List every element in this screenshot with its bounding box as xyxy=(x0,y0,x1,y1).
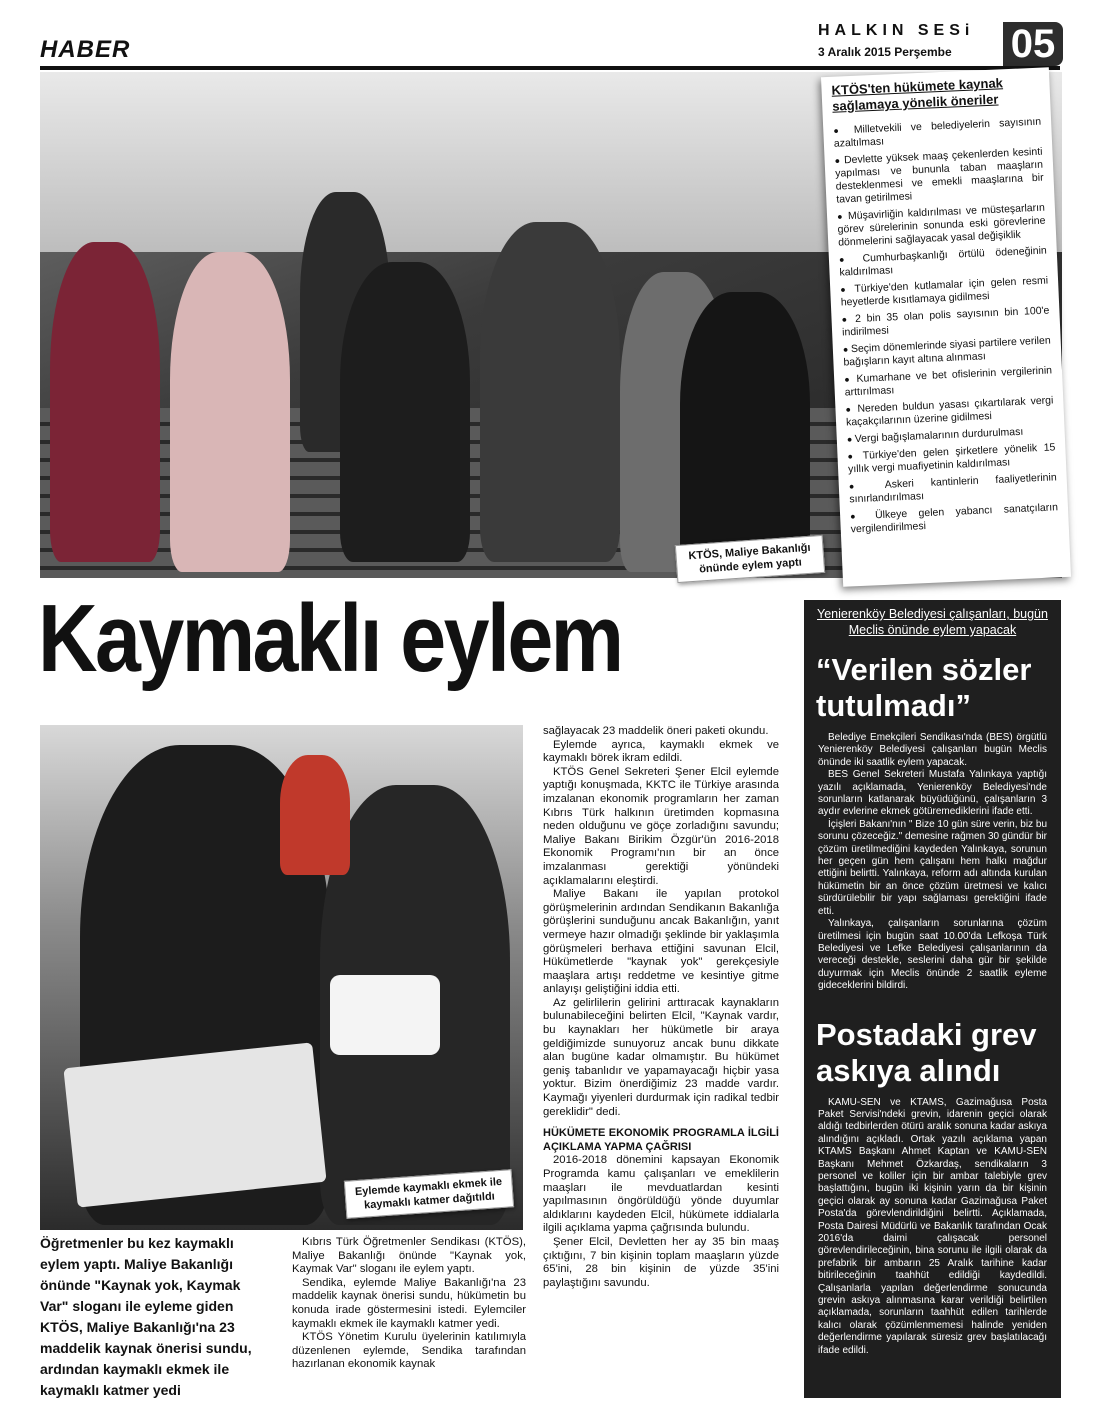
paragraph: Eylemde ayrıca, kaymaklı ekmek ve kaymaklı börek ikram edildi. xyxy=(543,738,779,765)
proposals-title: KTÖS'ten hükümete kaynak sağlamaya yönelik öneriler xyxy=(831,75,1004,114)
article-column-2 xyxy=(543,725,779,1290)
food-photo xyxy=(40,725,523,1230)
food-photo-caption: Eylemde kaymaklı ekmek ile kaymaklı katmer dağıtıldı xyxy=(344,1169,514,1219)
list-item: ● Türkiye'den gelen şirketlere yönelik 15 yıllık vergi muafiyetinin kaldırılması xyxy=(847,441,1056,476)
list-item: ● Cumhurbaşkanlığı örtülü ödeneğinin kaldırılması xyxy=(839,245,1048,280)
proposals-list xyxy=(823,115,1069,537)
paragraph: İçişleri Bakanı'nın " Bize 10 gün süre verin, biz bu sorunu çözeceğiz." demesine rağmen 30 gündür bir çözüm üretilmediğini kaydeden Yalınkaya, sorunun her geçen gün hem çalışanı hem halkı mağdur ettiğini belirtti. Yalınkaya, reform adı altında kurulan hükümetin bir an önce çözüm üretmesi ve kalıcı sürdürülebilir bir yapı sağlaması gerektiğini ifade etti. xyxy=(818,818,1047,917)
list-item: ● Seçim dönemlerinde siyasi partilere verilen bağışların kayıt altına alınması xyxy=(843,334,1052,369)
paragraph: KTÖS Genel Sekreteri Şener Elcil eylemde yaptığı konuşmada, KKTC ile Türkiye arasında imzalanan ekonomik programların her zaman Kıbrıs Türk halkının üretimden kopmasına neden olduğunu ve göçe zorladığını savundu; Maliye Bakanı Birikim Özgür'ün 2016-2018 Ekonomik Programı'nın bir an önce imzalanması gerektiği yönündeki açıklamalarını eleştirdi. xyxy=(543,765,779,887)
list-item: ● 2 bin 35 olan polis sayısının bin 100'e indirilmesi xyxy=(841,304,1050,339)
article-subheading: HÜKÜMETE EKONOMİK PROGRAMLA İLGİLİ AÇIKLAMA YAPMA ÇAĞRISI xyxy=(543,1127,779,1153)
page-number: 05 xyxy=(1003,22,1063,66)
news-sidebar xyxy=(804,600,1061,1398)
paragraph: Az gelirlilerin gelirini arttıracak kaynakların bulunabileceğini belirten Elcil, "Kaynak vardır, bu kaynakları her hükümetle bir araya geldiğimizde sunuyoruz ancak bunu dikkate alan bugüne kadar olmamıştır. Bu hükümet geniş tabanlıdır ve yapamayacağı hiçbir yasa yoktur. Bizim önerdiğimiz 23 madde vardır. Kaymağı yiyenleri durdurmak için radikal tedbir gereklidir" dedi. xyxy=(543,996,779,1118)
list-item: ● Türkiye'den kutlamalar için gelen resmi heyetlerde kısıtlamaya gidilmesi xyxy=(840,275,1049,310)
paragraph: 2016-2018 dönemini kapsayan Ekonomik Programda kamu çalışanları ve emeklilerin maaşları ile mevduatlardan kesinti yapılmasının öngörüldüğü yönde duyumlar aldıklarını kaydeden Elcil, hükümete iddialarla ilgili açıklama yapma çağrısında bulundu. xyxy=(543,1154,779,1235)
list-item: ● Nereden buldun yasası çıkartılarak vergi kaçakçılarının üzerine gidilmesi xyxy=(845,394,1054,429)
list-item: ● Askeri kantinlerin faaliyetlerinin sınırlandırılması xyxy=(849,471,1058,506)
list-item: ● Milletvekili ve belediyelerin sayısının azaltılması xyxy=(833,116,1042,151)
paragraph: Kıbrıs Türk Öğretmenler Sendikası (KTÖS), Maliye Bakanlığı önünde "Kaynak yok, Kaymak Var" sloganı ile eylem yaptı. xyxy=(292,1236,526,1276)
photo-summary: Öğretmenler bu kez kaymaklı eylem yaptı. Maliye Bakanlığı önünde "Kaynak yok, Kaymak Var" sloganı ile eyleme giden KTÖS, Maliye Bakanlığı'na 23 maddelik kaynak önerisi sundu, ardından kaymaklı ekmek ile kaymaklı katmer yedi xyxy=(40,1235,252,1398)
sidebar-headline-1: “Verilen sözler tutulmadı” xyxy=(816,652,1032,723)
sidebar-story-1 xyxy=(818,732,1047,993)
paragraph: KAMU-SEN ve KTAMS, Gazimağusa Posta Paket Servisi'ndeki grevin, idarenin geçici olarak aldığı tedbirlerden ötürü aralık sonuna kadar askıya alındığını açıkladı. Ortak yazılı açıklama yapan KTAMS Başkanı Ahmet Kaptan ve KAMU-SEN Başkanı Mehmet Özkardaş, sendikaların 3 personel ve koliler için bir ambar talebiyle grev başlattığını, bugün iki kişinin yarın da bir kişinin geçici olarak ay sonuna kadar Gazimağusa Paket Posta'da görevlendirildiğini belirtti. Açıklamada, Posta Dairesi Müdürlü ve Bakanlık tarafından Ocak 2016'da daimi çalışacak personel görevlendirileceğinin, bina sorunu ile ilgili olarak da prefabrik bir ambarın 25 Aralık tarihine kadar bitirileceğinin taahhüt edildiği kaydedildi. Çalışanlarla yapılan değerlendirme sonucunda grevin askıya alınmasına karar verildiği belirtilen açıklamada, sorunların taahhüt edilen tarihlerde kalıcı olarak çözümlenmemesi halinde yeniden değerlendirme yapılarak süresiz grev başlatılacağı ifade edildi. xyxy=(818,1096,1047,1356)
newspaper-name: HALKIN SESi xyxy=(818,22,975,39)
list-item: ● Kumarhane ve bet ofislerinin vergilerinin arttırılması xyxy=(844,364,1053,399)
sidebar-story-2 xyxy=(818,1097,1047,1358)
paragraph: sağlayacak 23 maddelik öneri paketi okundu. xyxy=(543,725,769,737)
paragraph: Maliye Bakanı ile yapılan protokol görüşmelerinin ardından Sendikanın Bakanlığa görüşlerini sunduğunu ancak Bakanlığın, yanıt vermeye hazır olmadığı şeklinde bir yaklaşımla görüşmeleri berhava ettiğini savunan Elcil, Hükümetlerde "kaynak yok" gerekçesiyle maaşlara artışı reddetme ve kesintiye gitme anlayışı geliştiğini iddia etti. xyxy=(543,888,779,996)
sidebar-headline-2: Postadaki grev askıya alındı xyxy=(816,1016,1037,1088)
article-column-1 xyxy=(292,1236,526,1372)
issue-date: 3 Aralık 2015 Perşembe xyxy=(818,45,952,59)
list-item: ● Ülkeye gelen yabancı sanatçıların vergilendirilmesi xyxy=(850,501,1059,536)
header-rule xyxy=(40,66,1060,70)
sidebar-kicker: Yenierenköy Belediyesi çalışanları, bugün Meclis önünde eylem yapacak xyxy=(817,607,1048,637)
list-item: ● Müşavirliğin kaldırılması ve müsteşarların görev sürelerinin sonunda eski görevlerine dönmelerini sağlayacak yasal değişiklik xyxy=(837,202,1047,250)
list-item: ● Vergi bağışlamalarının durdurulması xyxy=(847,424,1055,446)
paragraph: Sendika, eylemde Maliye Bakanlığı'na 23 maddelik kaynak önerisi sundu, hükümetin bu konuda irade göstermesini istedi. Eylemciler kaymaklı ekmek ile kaymaklı katmer yedi. xyxy=(292,1276,526,1330)
top-photo-caption: KTÖS, Maliye Bakanlığı önünde eylem yaptı xyxy=(675,535,825,583)
paragraph: Yalınkaya, çalışanların sorunlarına çözüm üretilmesi için bugün saat 10.00'da Lefkoşa Türk Belediyesi ve Lefke Belediyesi çalışanlarının da vereceği destekle, seslerini daha gür bir şekilde duyurmak için Meclis önünde 2 saatlik eyleme gideceklerini bildirdi. xyxy=(818,918,1047,992)
paragraph: BES Genel Sekreteri Mustafa Yalınkaya yaptığı yazılı açıklamada, Yenierenköy Belediyesi'nde sorunların katlanarak büyüdüğünü, çalışanların 3 aydır evlerine ekmek götüremediklerini ifade etti. xyxy=(818,769,1047,818)
proposals-box xyxy=(821,67,1071,586)
paragraph: KTÖS Yönetim Kurulu üyelerinin katılımıyla düzenlenen eylemde, Sendika tarafından hazırlanan ekonomik kaynak xyxy=(292,1331,526,1371)
list-item: ● Devlette yüksek maaş çekenlerden kesinti yapılması ve bununla taban maaşların desteklenmesi ve emekli maaşlarına bir tavan getirilmesi xyxy=(834,146,1044,207)
paragraph: Belediye Emekçileri Sendikası'nda (BES) örgütlü Yenierenköy Belediyesi çalışanları bugün Meclis önünde iki saatlik eylem yapacak. xyxy=(818,732,1047,768)
section-label: HABER xyxy=(40,36,131,63)
paragraph: Şener Elcil, Devletten her ay 35 bin maaş çıktığını, 7 bin kişinin toplam maaşların yüzde 65'ini, 28 bin kişinin de yüzde 35'ini paylaştığını savundu. xyxy=(543,1235,779,1289)
headline: Kaymaklı eylem xyxy=(38,585,622,692)
